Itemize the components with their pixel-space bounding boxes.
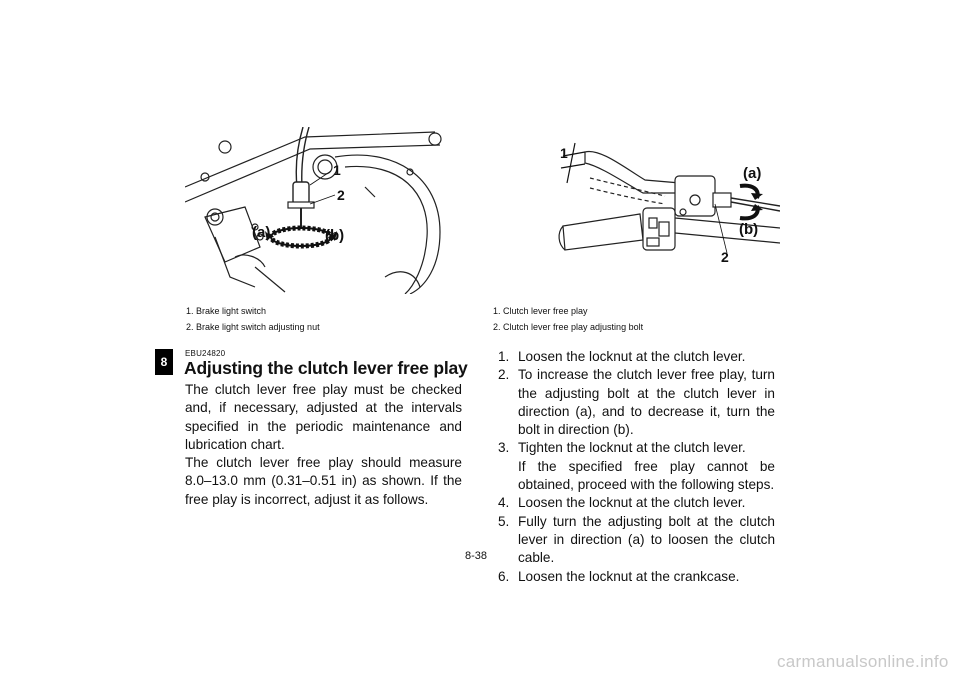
step-number: 2. <box>498 367 510 383</box>
step-number: 6. <box>498 568 510 584</box>
section-code: EBU24820 <box>185 349 226 358</box>
callout-2-left: 2 <box>337 187 345 203</box>
figure-clutch-lever <box>555 138 780 273</box>
caption-left-1: 1. Brake light switch <box>186 306 267 316</box>
callout-b-right: (b) <box>739 221 759 238</box>
clutch-lever-illustration <box>555 138 780 273</box>
caption-right-2: 2. Clutch lever free play adjusting bolt <box>493 322 644 332</box>
section-heading: Adjusting the clutch lever free play <box>184 358 468 378</box>
watermark: carmanualsonline.info <box>777 652 949 671</box>
section-body <box>185 381 462 509</box>
engine-illustration <box>185 127 475 294</box>
step-note: If the specified free play cannot be obtained, proceed with the following steps. <box>518 458 775 493</box>
caption-right <box>493 303 643 335</box>
callout-a-left: (a) <box>252 224 271 241</box>
step-text: Loosen the locknut at the clutch lever. <box>518 495 746 511</box>
callout-a-right: (a) <box>743 165 762 182</box>
caption-left <box>186 303 320 335</box>
step-number: 4. <box>498 495 510 511</box>
callout-1-left: 1 <box>333 162 341 178</box>
step-text: Tighten the locknut at the clutch lever. <box>518 440 746 456</box>
caption-right-1: 1. Clutch lever free play <box>493 306 588 316</box>
step-number: 1. <box>498 349 510 364</box>
callout-2-right: 2 <box>721 249 729 265</box>
callout-1-right: 1 <box>560 145 568 161</box>
step-text: Loosen the locknut at the crankcase. <box>518 568 740 584</box>
step-list <box>498 348 775 586</box>
step-text: Fully turn the adjusting bolt at the clutch lever in direction (a) to loosen the clutch cable. <box>518 513 775 566</box>
list-item <box>498 494 775 512</box>
callout-b-left: (b) <box>325 227 345 244</box>
step-number: 3. <box>498 440 510 456</box>
list-item <box>498 568 775 586</box>
list-item <box>498 513 775 568</box>
list-item <box>498 366 775 439</box>
paragraph-2: The clutch lever free play should measure 8.0–13.0 mm (0.31–0.51 in) as shown. If the free play is incorrect, adjust it as follows. <box>185 455 462 507</box>
list-item <box>498 348 775 366</box>
chapter-tab: 8 <box>155 349 173 375</box>
page-number: 8-38 <box>465 550 488 562</box>
figure-brake-light-switch <box>185 127 475 294</box>
list-item <box>498 439 775 494</box>
step-number: 5. <box>498 513 510 529</box>
caption-left-2: 2. Brake light switch adjusting nut <box>186 322 320 332</box>
step-text: To increase the clutch lever free play, turn the adjusting bolt at the clutch lever in direction (a), and to decrease it, turn the bolt in direction (b). <box>518 367 775 438</box>
step-text: Loosen the locknut at the clutch lever. <box>518 349 746 364</box>
paragraph-1: The clutch lever free play must be checked and, if necessary, adjusted at the intervals specified in the periodic maintenance and lubrication chart. <box>185 382 462 452</box>
